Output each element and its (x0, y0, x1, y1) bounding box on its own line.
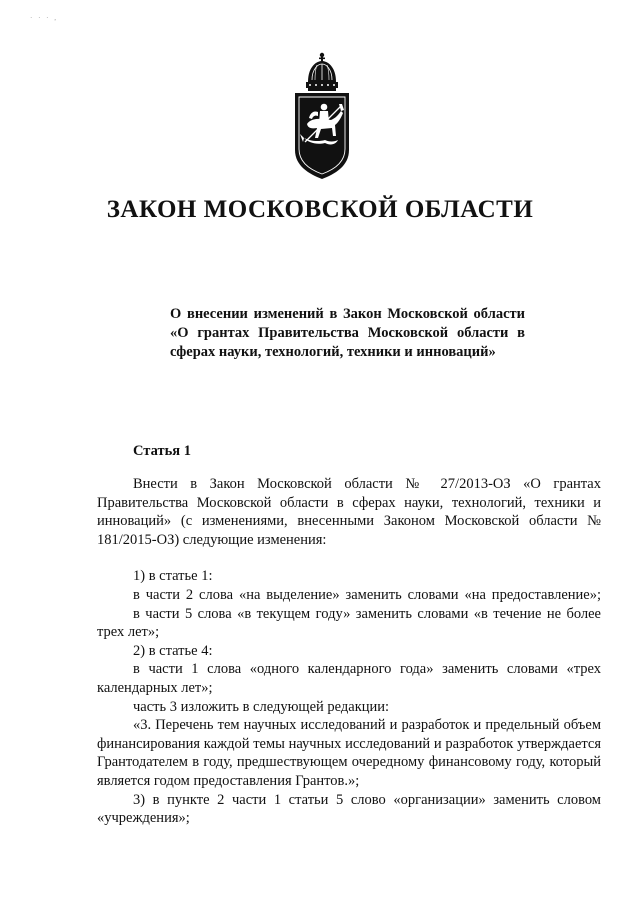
body-paragraph: Внести в Закон Московской области № 27/2013-ОЗ «О грантах Правительства Московской области в сферах науки, технологий, техники и инноваций» (с изменениями, внесенными Законом Московской области № 181/2015-ОЗ) следующие изменения: (97, 476, 601, 548)
body-paragraph: в части 1 слова «одного календарного года» заменить словами «трех календарных лет»; (97, 661, 601, 696)
body-paragraph: 3) в пункте 2 части 1 статьи 5 слово «организации» заменить словом «учреждения»; (97, 791, 601, 827)
coat-of-arms-emblem (291, 52, 353, 182)
law-title: ЗАКОН МОСКОВСКОЙ ОБЛАСТИ (106, 196, 534, 223)
body-paragraph: 1) в статье 1: (133, 568, 213, 585)
body-paragraph: 2) в статье 4: (133, 642, 213, 659)
body-paragraph: в части 5 слова «в текущем году» заменить словами «в течение не более трех лет»; (97, 605, 601, 641)
body-paragraph: в части 2 слова «на выделение» заменить словами «на предоставление»; (133, 586, 601, 603)
crown-icon (306, 53, 338, 91)
body-paragraph: «3. Перечень тем научных исследований и разработок и предельный объем финансирования каждой темы научных исследований и разработок утверждается Грантодателем в году, предшествующем очередному финансовому году, который является годом предоставления Грантов.»; (97, 717, 601, 789)
body-paragraph: часть 3 изложить в следующей редакции: (133, 698, 390, 715)
scan-mark: · · · , (30, 14, 58, 22)
article-heading: Статья 1 (133, 443, 191, 459)
article-body (97, 475, 601, 828)
law-subject: О внесении изменений в Закон Московской области «О грантах Правительства Московской области в сферах науки, технологий, техники и инноваций» (170, 306, 525, 360)
